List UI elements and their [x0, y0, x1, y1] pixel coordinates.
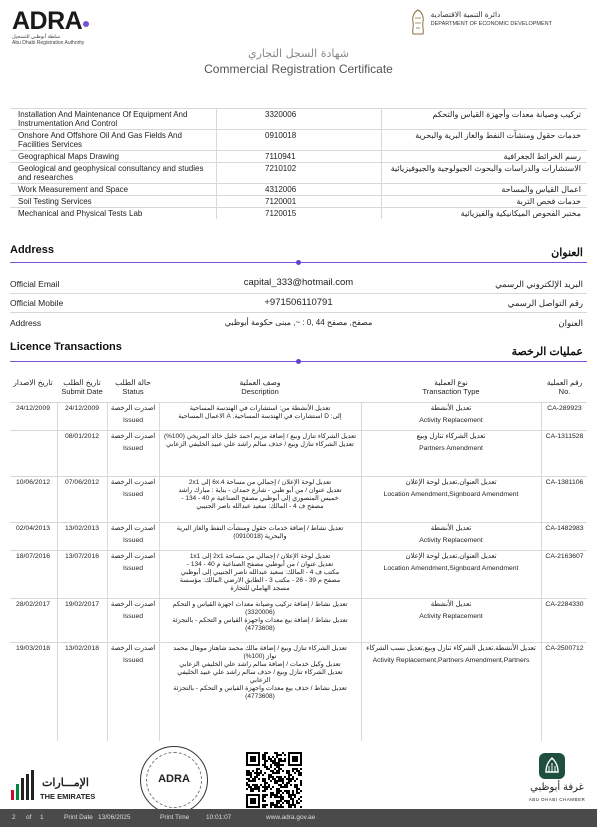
status-cell	[108, 433, 158, 453]
transaction-row	[10, 522, 587, 551]
mobile-value: +971506110791	[264, 297, 333, 308]
transaction-type-cell	[362, 405, 540, 425]
activity-name-ar: خدمات فحص التربة	[382, 196, 588, 208]
description-line: تعديل نشاط / إضافة خدمات حقول ومنشآت النفط والغاز البرية	[176, 525, 344, 532]
description-cell	[160, 553, 360, 593]
issue-date: 28/02/2017	[15, 601, 51, 608]
column-divider	[159, 477, 160, 523]
issue-date: 19/03/2018	[15, 645, 51, 652]
description-line: والبحرية (0910018)	[233, 533, 287, 540]
type-ar: تعديل الأنشطة	[430, 601, 472, 608]
activity-name-ar: رسم الخرائط الجغرافية	[382, 151, 588, 163]
page-number: 2	[12, 814, 16, 821]
type-en: Location Amendment,Signboard Amendment	[383, 565, 519, 572]
activity-name-en: Mechanical and Physical Tests Lab	[10, 208, 217, 220]
activity-code: 7110941	[217, 151, 382, 163]
status-cell	[108, 601, 158, 621]
description-line: الزعابي	[249, 677, 271, 684]
type-ar: تعديل الشركاء تنازل وبيع	[416, 433, 486, 440]
status-ar: اصدرت الرخصة	[110, 479, 156, 486]
row-separator	[10, 293, 587, 294]
description-line: خميس المنصوري إلى أبوظبي مصفح الصناعية م 40 - 134 -	[181, 495, 339, 502]
header-status: حالة الطلب Status	[115, 378, 151, 396]
ded-logo	[431, 10, 552, 28]
header-number: رقم العملية No.	[546, 378, 583, 396]
chamber-name-en: ABU DHABI CHAMBER	[528, 797, 586, 802]
column-divider	[541, 643, 542, 741]
address-title-en: Address	[10, 244, 55, 256]
submit-date: 19/02/2017	[64, 601, 100, 608]
column-divider	[159, 403, 160, 431]
submit-date: 24/12/2009	[64, 405, 100, 412]
activity-row	[10, 196, 587, 208]
column-divider	[57, 403, 58, 431]
type-en: Activity Replacement	[419, 417, 483, 424]
column-divider	[57, 431, 58, 477]
description-line: تعديل نشاط / إضافة تركيب وصيانة معدات اجهزة القياس و التحكم	[172, 601, 348, 608]
address-label-en: Address	[10, 318, 42, 328]
type-ar: تعديل الأنشطة	[430, 525, 472, 532]
description-line: تعديل الشركاء تنازل وبيع / إضافة مالك محمد شاهتاز موهال محمد	[173, 645, 347, 652]
activity-code: 0910018	[217, 130, 382, 151]
status-cell	[108, 645, 158, 665]
type-en: Activity Replacement	[419, 537, 483, 544]
description-line: مكتب ف 4 - المالك: سعيد عبدالله ناصر الجنيبي إلى أبوظبي	[180, 569, 340, 576]
emirates-name-ar: الإمـــارات	[42, 777, 89, 789]
transaction-row	[10, 550, 587, 599]
activity-code: 3320006	[217, 109, 382, 130]
column-divider	[361, 599, 362, 643]
type-en: Activity Replacement,Partners Amendment,Partners	[372, 657, 530, 664]
status-ar: اصدرت الرخصة	[110, 553, 156, 560]
description-cell	[160, 645, 360, 701]
footer-bar	[0, 809, 597, 827]
transaction-number: CA-2284330	[545, 601, 584, 608]
adra-logo	[12, 8, 89, 46]
description-line: (4773608)	[245, 625, 275, 632]
status-cell	[108, 525, 158, 545]
transactions-title-ar: عمليات الرخصة	[511, 346, 583, 358]
column-divider	[541, 599, 542, 643]
activity-code: 7120001	[217, 196, 382, 208]
address-title-ar: العنوان	[551, 247, 583, 259]
header-description: وصف العملية Description	[239, 378, 281, 396]
mobile-label-ar: رقم التواصل الرسمي	[507, 298, 583, 308]
certificate-title	[0, 46, 597, 76]
column-divider	[107, 643, 108, 741]
description-line: تعديل عنوان / من أبوظبي مصفح الصناعية م 40 - 134 -	[186, 561, 334, 568]
qr-code	[246, 752, 302, 808]
address-row-address	[10, 318, 587, 330]
transaction-number: CA-1311528	[545, 433, 584, 440]
status-en: Issued	[122, 417, 144, 424]
column-divider	[57, 643, 58, 741]
status-en: Issued	[122, 657, 144, 664]
activity-row	[10, 208, 587, 220]
column-divider	[57, 523, 58, 551]
column-divider	[107, 599, 108, 643]
column-divider	[361, 551, 362, 599]
submit-date: 13/02/2018	[64, 645, 100, 652]
transaction-type-cell	[362, 433, 540, 453]
header-submit-date: تاريخ الطلب Submit Date	[61, 378, 103, 396]
column-divider	[541, 551, 542, 599]
submit-date: 07/06/2012	[64, 479, 100, 486]
chamber-name-ar: غرفة أبوظبي	[530, 782, 584, 793]
abu-dhabi-chamber-logo	[524, 752, 590, 808]
activity-code: 4312006	[217, 184, 382, 196]
transaction-type-cell	[362, 601, 540, 621]
column-divider	[541, 477, 542, 523]
column-divider	[57, 551, 58, 599]
description-line: تعديل وكيل خدمات / إضافة سالم راشد علي الخليفي الزعابي	[179, 661, 341, 668]
activity-name-en: Installation And Maintenance Of Equipment And Instrumentation And Control	[10, 109, 217, 130]
adra-logo-text: ADRA	[12, 7, 83, 35]
type-ar: تعديل الأنشطة,تعديل الشركاء تنازل وبيع,تعديل نسب الشركاء	[366, 645, 536, 652]
description-line: إلى: D استشارات في الهندسة المساحية, A الاعمال المساحية	[178, 413, 342, 420]
transaction-number: CA-1381106	[545, 479, 584, 486]
qr-code-icon	[246, 752, 302, 808]
submit-date: 08/01/2012	[64, 433, 100, 440]
status-ar: اصدرت الرخصة	[110, 601, 156, 608]
description-line: مصفح م 39 - 26 - مكتب 3 - الطابق الارضي المالك: مؤسسة	[179, 577, 341, 584]
print-time: 10:01:07	[206, 814, 232, 821]
address-row-mobile	[10, 298, 587, 310]
description-cell	[160, 405, 360, 421]
print-date: 13/06/2025	[98, 814, 131, 821]
description-line: (4773608)	[245, 693, 275, 700]
adra-seal	[140, 746, 208, 814]
address-divider-dot	[296, 260, 301, 265]
email-label-en: Official Email	[10, 279, 60, 289]
submit-date: 13/07/2016	[64, 553, 100, 560]
activity-name-en: Soil Testing Services	[10, 196, 217, 208]
adra-subtitle-en: Abu Dhabi Registration Authority	[12, 40, 85, 46]
status-en: Issued	[122, 565, 144, 572]
email-label-ar: البريد الإلكتروني الرسمي	[495, 279, 583, 289]
issue-date: 10/06/2012	[15, 479, 51, 486]
status-ar: اصدرت الرخصة	[110, 405, 156, 412]
transaction-row	[10, 476, 587, 523]
print-date-label: Print Date	[64, 814, 93, 821]
column-divider	[541, 403, 542, 431]
description-line: تعديل لوحة الإعلان / إجمالي من مساحة 2x1 إلى 1x1	[189, 553, 331, 560]
emirates-flag-bars-icon	[10, 770, 38, 802]
column-divider	[361, 523, 362, 551]
column-divider	[159, 431, 160, 477]
chamber-emblem-icon	[538, 752, 566, 780]
website-link[interactable]: www.adra.gov.ae	[266, 814, 316, 821]
status-cell	[108, 405, 158, 425]
address-label-ar: العنوان	[558, 318, 583, 328]
column-divider	[159, 599, 160, 643]
transaction-type-cell	[362, 645, 540, 665]
description-line: تعديل الشركاء تنازل وبيع / إضافة مريم احمد خليل خالد المريخي (100%)	[163, 433, 357, 440]
activity-name-en: Geographical Maps Drawing	[10, 151, 217, 163]
address-value: مصفح, مصفح 44 ,0 : ~, مبنى حكومة أبوظبي	[224, 318, 373, 327]
status-ar: اصدرت الرخصة	[110, 645, 156, 652]
activity-name-ar: اعمال القياس والمساحة	[382, 184, 588, 196]
status-cell	[108, 479, 158, 499]
activity-row	[10, 151, 587, 163]
status-ar: اصدرت الرخصة	[110, 433, 156, 440]
status-en: Issued	[122, 445, 144, 452]
type-ar: تعديل العنوان,تعديل لوحة الإعلان	[405, 553, 497, 560]
status-ar: اصدرت الرخصة	[110, 525, 156, 532]
column-divider	[159, 523, 160, 551]
submit-date: 13/02/2013	[64, 525, 100, 532]
page-total: 1	[40, 814, 44, 821]
activity-row	[10, 109, 587, 130]
activity-name-ar: خدمات حقول ومنشآت النفط والغاز البرية والبحرية	[382, 130, 588, 151]
adra-subtitle-ar: سلطة أبوظبي للتسجيل	[12, 34, 61, 40]
seal-text: ADRA	[158, 773, 190, 785]
type-en: Location Amendment,Signboard Amendment	[383, 491, 519, 498]
column-divider	[159, 643, 160, 741]
the-emirates-logo	[10, 768, 98, 806]
page-of: of	[26, 814, 32, 821]
description-line: تعديل الأنشطة من: استشارات في الهندسة المساحية	[189, 405, 331, 412]
description-cell	[160, 433, 360, 449]
type-en: Partners Amendment	[419, 445, 483, 452]
description-line: مصفح ف 4 - المالك: سعيد عبدالله ناصر الجنيبي	[196, 503, 324, 510]
transactions-title-en: Licence Transactions	[10, 341, 122, 353]
column-divider	[57, 599, 58, 643]
adra-logo-dot	[83, 21, 89, 27]
column-divider	[107, 551, 108, 599]
transaction-type-cell	[362, 553, 540, 573]
description-line: (3320006)	[245, 609, 275, 616]
description-line: تعديل الشركاء تنازل وبيع / حذف سالم راشد علي عبيد الخليفي	[177, 669, 343, 676]
description-line: تعديل نشاط / حذف بيع معدات واجهزة القياس و التحكم - بالتجزئة	[173, 685, 347, 692]
email-value: capital_333@hotmail.com	[243, 277, 354, 288]
column-divider	[159, 551, 160, 599]
column-divider	[541, 431, 542, 477]
column-divider	[107, 523, 108, 551]
transactions-header	[10, 378, 587, 402]
issue-date: 02/04/2013	[15, 525, 51, 532]
column-divider	[361, 431, 362, 477]
transaction-number: CA-289923	[547, 405, 582, 412]
type-ar: تعديل الأنشطة	[430, 405, 472, 412]
transaction-row	[10, 430, 587, 477]
column-divider	[107, 431, 108, 477]
transaction-row	[10, 598, 587, 643]
issue-date: 24/12/2009	[15, 405, 51, 412]
activity-name-en: Geological and geophysical consultancy and studies and researches	[10, 163, 217, 184]
activity-name-en: Work Measurement and Space	[10, 184, 217, 196]
activity-row	[10, 184, 587, 196]
issue-date: 18/07/2016	[15, 553, 51, 560]
header-issue-date: تاريخ الاصدار	[13, 378, 53, 387]
transaction-row	[10, 402, 587, 431]
header-transaction-type: نوع العملية Transaction Type	[422, 378, 480, 396]
activity-name-ar: تركيب وصيانة معدات وأجهزة القياس والتحكم	[382, 109, 588, 130]
activity-code: 7120015	[217, 208, 382, 220]
transaction-number: CA-1482983	[545, 525, 584, 532]
description-line: نواز (100%)	[243, 653, 277, 660]
mobile-label-en: Official Mobile	[10, 298, 64, 308]
column-divider	[107, 403, 108, 431]
falcon-emblem-icon	[409, 8, 427, 36]
transaction-type-cell	[362, 479, 540, 499]
certificate-title-en: Commercial Registration Certificate	[204, 62, 393, 76]
ded-name-en: DEPARTMENT OF ECONOMIC DEVELOPMENT	[430, 21, 552, 27]
type-en: Activity Replacement	[419, 613, 483, 620]
activity-row	[10, 130, 587, 151]
activity-name-ar: الاستشارات والدراسات والبحوث الجيولوجية والجيوفيزيائية	[382, 163, 588, 184]
column-divider	[361, 403, 362, 431]
print-time-label: Print Time	[160, 814, 190, 821]
emirates-name-en: THE EMIRATES	[40, 792, 96, 801]
transaction-number: CA-2500712	[545, 645, 584, 652]
status-cell	[108, 553, 158, 573]
description-cell	[160, 479, 360, 511]
type-ar: تعديل العنوان,تعديل لوحة الإعلان	[405, 479, 497, 486]
activity-name-ar: مختبر الفحوص الميكانيكية والفيزيائية	[382, 208, 588, 220]
column-divider	[57, 477, 58, 523]
address-row-email	[10, 279, 587, 291]
description-line: مسجد الهاملي للتجارة	[230, 585, 290, 592]
activities-table	[10, 108, 587, 219]
activity-row	[10, 163, 587, 184]
transaction-row	[10, 642, 587, 741]
certificate-title-ar: شهادة السجل التجاري	[247, 47, 350, 60]
transaction-type-cell	[362, 525, 540, 545]
status-en: Issued	[122, 613, 144, 620]
activity-name-en: Onshore And Offshore Oil And Gas Fields And Facilities Services	[10, 130, 217, 151]
transaction-number: CA-2163607	[545, 553, 584, 560]
description-line: تعديل الشركاء تنازل وبيع / حذف سالم راشد علي عبيد الخليفي الزعابي	[166, 441, 354, 448]
description-cell	[160, 601, 360, 633]
status-en: Issued	[122, 537, 144, 544]
activity-code: 7210102	[217, 163, 382, 184]
column-divider	[361, 643, 362, 741]
transactions-divider-dot	[296, 359, 301, 364]
row-separator	[10, 312, 587, 313]
column-divider	[541, 523, 542, 551]
description-line: تعديل لوحة الإعلان / إجمالي من مساحة 6x.4 إلى 2x1	[188, 479, 332, 486]
description-line: تعديل نشاط / إضافة بيع معدات واجهزة القياس و التحكم - بالتجزئة	[172, 617, 348, 624]
column-divider	[107, 477, 108, 523]
description-line: تعديل عنوان / من أبو ظبي - شارع حمدان - بناية : مبارك راشد	[178, 487, 342, 494]
ded-name-ar: دائرة التنمية الاقتصادية	[430, 10, 501, 19]
status-en: Issued	[122, 491, 144, 498]
description-cell	[160, 525, 360, 541]
column-divider	[361, 477, 362, 523]
